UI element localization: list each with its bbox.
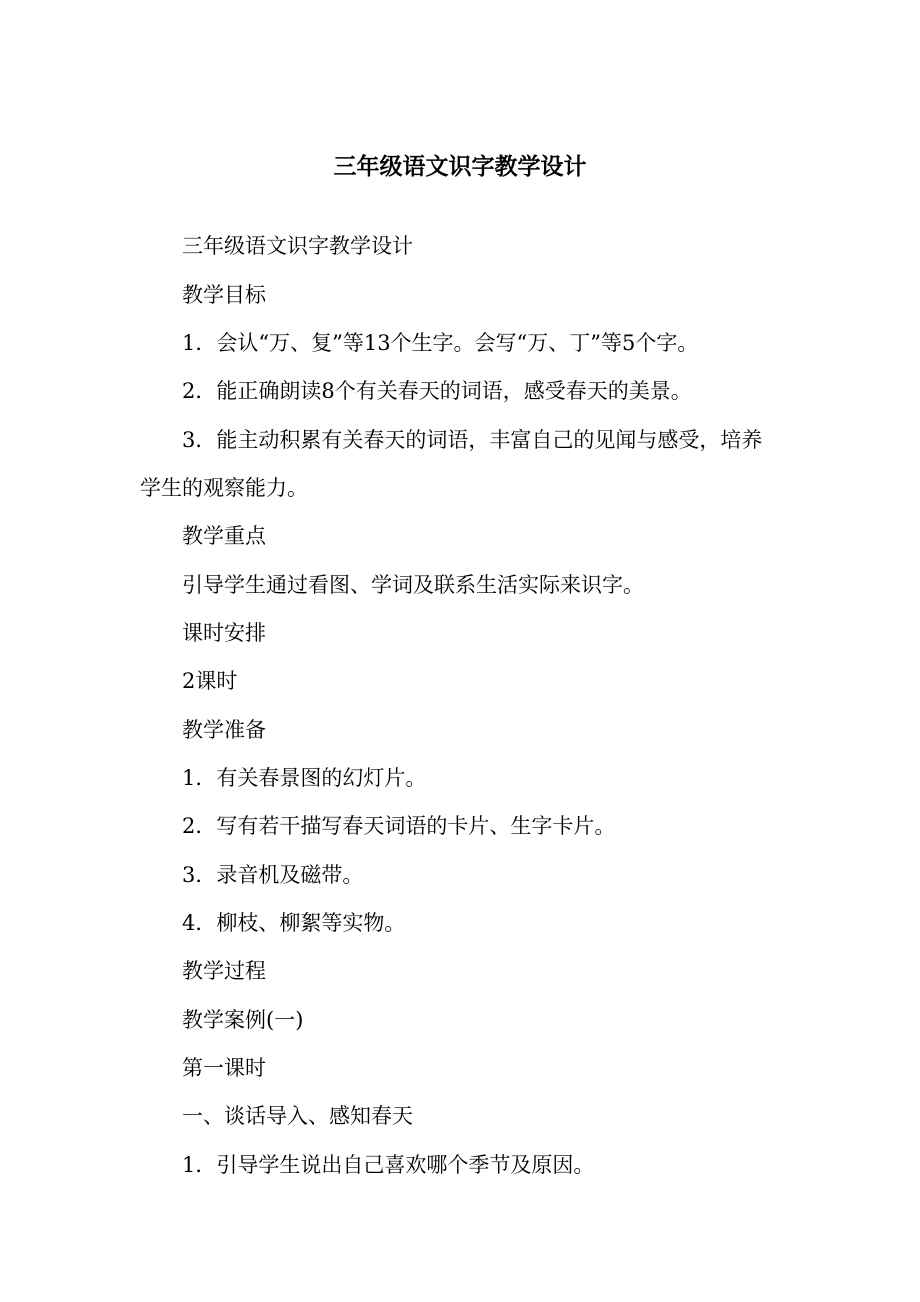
paragraph-preparation-3: 3．录音机及磁带。	[182, 863, 364, 887]
paragraph-schedule: 2课时	[182, 669, 238, 693]
paragraph-heading: 三年级语文识字教学设计	[182, 234, 413, 258]
paragraph-process-heading: 教学过程	[182, 959, 266, 983]
paragraph-teaching-goals: 教学目标	[182, 283, 266, 307]
paragraph-goal-3: 3．能主动积累有关春天的词语，丰富自己的见闻与感受，培养	[182, 428, 763, 452]
paragraph-lesson-heading: 第一课时	[182, 1056, 266, 1080]
paragraph-preparation-4: 4．柳枝、柳絮等实物。	[182, 911, 406, 935]
paragraph-step-1: 1．引导学生说出自己喜欢哪个季节及原因。	[182, 1153, 595, 1177]
paragraph-goal-1: 1．会认“万、复”等13个生字。会写“万、丁”等5个字。	[182, 331, 699, 355]
paragraph-preparation-2: 2．写有若干描写春天词语的卡片、生字卡片。	[182, 814, 616, 838]
paragraph-section-heading: 一、谈话导入、感知春天	[182, 1104, 413, 1128]
paragraph-key-points: 引导学生通过看图、学词及联系生活实际来识字。	[182, 573, 644, 597]
document-title: 三年级语文识字教学设计	[333, 154, 587, 180]
paragraph-goal-3-continued: 学生的观察能力。	[140, 476, 308, 500]
paragraph-schedule-heading: 课时安排	[182, 621, 266, 645]
paragraph-preparation-1: 1．有关春景图的幻灯片。	[182, 766, 427, 790]
paragraph-case-heading: 教学案例(一)	[182, 1008, 304, 1032]
paragraph-key-points-heading: 教学重点	[182, 524, 266, 548]
paragraph-goal-2: 2．能正确朗读8个有关春天的词语，感受春天的美景。	[182, 379, 692, 403]
paragraph-preparation-heading: 教学准备	[182, 718, 266, 742]
